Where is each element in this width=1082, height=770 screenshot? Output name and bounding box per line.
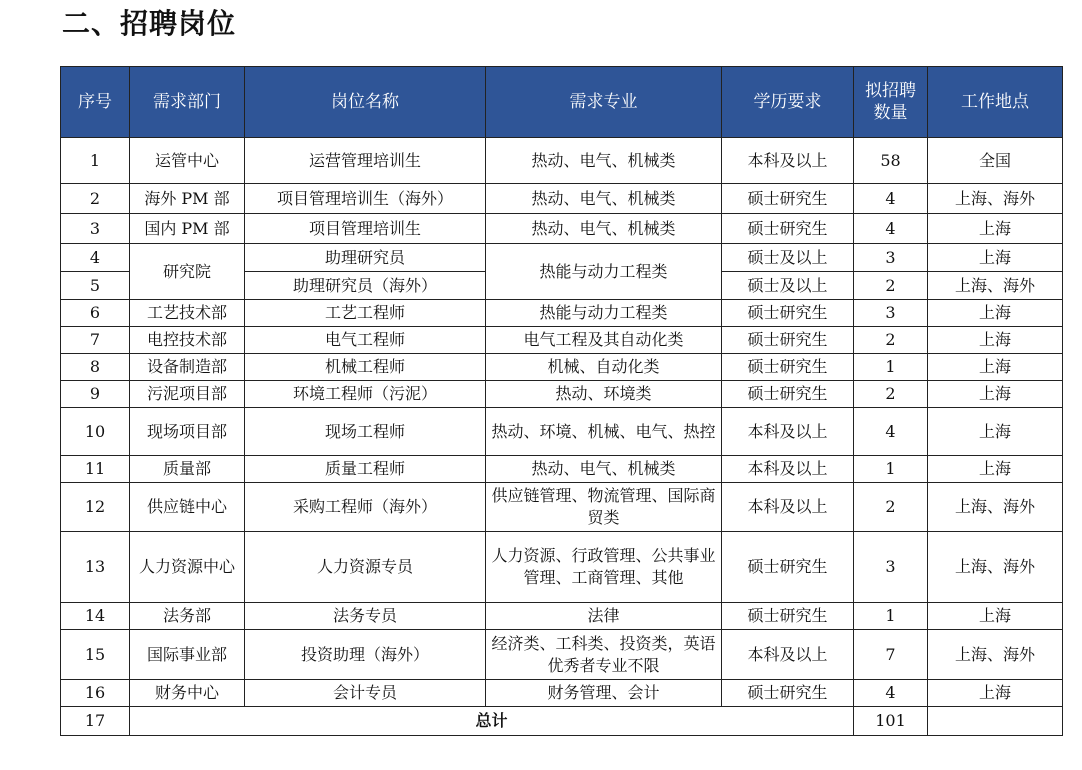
cell-education: 硕士研究生	[722, 603, 854, 630]
table-row	[61, 138, 1063, 184]
header-education: 学历要求	[722, 67, 854, 138]
cell-position: 助理研究员	[245, 244, 486, 272]
table-row	[61, 381, 1063, 408]
cell-quota: 1	[854, 354, 928, 381]
cell-quota: 3	[854, 532, 928, 603]
cell-position: 项目管理培训生	[245, 214, 486, 244]
table-row	[61, 244, 1063, 272]
cell-major: 热动、电气、机械类	[486, 138, 722, 184]
table-row	[61, 483, 1063, 532]
cell-education: 硕士研究生	[722, 532, 854, 603]
cell-dept: 工艺技术部	[130, 300, 245, 327]
cell-position: 现场工程师	[245, 408, 486, 456]
cell-education: 硕士研究生	[722, 214, 854, 244]
cell-no: 7	[61, 327, 130, 354]
cell-dept: 设备制造部	[130, 354, 245, 381]
cell-quota: 7	[854, 630, 928, 680]
cell-location: 上海、海外	[928, 630, 1063, 680]
cell-major: 财务管理、会计	[486, 680, 722, 707]
cell-no: 11	[61, 456, 130, 483]
cell-major: 电气工程及其自动化类	[486, 327, 722, 354]
cell-dept: 国际事业部	[130, 630, 245, 680]
header-location: 工作地点	[928, 67, 1063, 138]
cell-education: 本科及以上	[722, 456, 854, 483]
cell-no: 17	[61, 707, 130, 736]
cell-position: 项目管理培训生（海外）	[245, 184, 486, 214]
cell-major: 法律	[486, 603, 722, 630]
cell-education: 硕士及以上	[722, 272, 854, 300]
table-row	[61, 214, 1063, 244]
table-row	[61, 456, 1063, 483]
cell-dept: 国内 PM 部	[130, 214, 245, 244]
cell-education: 本科及以上	[722, 483, 854, 532]
cell-position: 环境工程师（污泥）	[245, 381, 486, 408]
cell-no: 13	[61, 532, 130, 603]
cell-no: 3	[61, 214, 130, 244]
header-dept: 需求部门	[130, 67, 245, 138]
header-major: 需求专业	[486, 67, 722, 138]
cell-location: 上海、海外	[928, 532, 1063, 603]
cell-dept: 财务中心	[130, 680, 245, 707]
cell-quota: 1	[854, 603, 928, 630]
cell-education: 硕士研究生	[722, 680, 854, 707]
cell-major: 热动、电气、机械类	[486, 214, 722, 244]
cell-quota: 3	[854, 244, 928, 272]
cell-quota: 1	[854, 456, 928, 483]
cell-no: 15	[61, 630, 130, 680]
header-no: 序号	[61, 67, 130, 138]
cell-position: 投资助理（海外）	[245, 630, 486, 680]
cell-dept: 人力资源中心	[130, 532, 245, 603]
cell-education: 硕士及以上	[722, 244, 854, 272]
table-body	[61, 138, 1063, 736]
cell-education: 硕士研究生	[722, 327, 854, 354]
cell-dept: 质量部	[130, 456, 245, 483]
cell-quota: 2	[854, 381, 928, 408]
cell-major: 经济类、工科类、投资类，英语优秀者专业不限	[486, 630, 722, 680]
cell-no: 16	[61, 680, 130, 707]
cell-dept: 电控技术部	[130, 327, 245, 354]
cell-dept: 运管中心	[130, 138, 245, 184]
cell-position: 运营管理培训生	[245, 138, 486, 184]
table-row	[61, 532, 1063, 603]
cell-location: 上海	[928, 214, 1063, 244]
cell-location: 上海	[928, 327, 1063, 354]
cell-position: 质量工程师	[245, 456, 486, 483]
header-position: 岗位名称	[245, 67, 486, 138]
cell-position: 机械工程师	[245, 354, 486, 381]
cell-dept: 海外 PM 部	[130, 184, 245, 214]
cell-major: 热能与动力工程类	[486, 244, 722, 300]
cell-location: 上海、海外	[928, 272, 1063, 300]
cell-major: 热能与动力工程类	[486, 300, 722, 327]
cell-education: 本科及以上	[722, 408, 854, 456]
table-row	[61, 680, 1063, 707]
cell-dept: 供应链中心	[130, 483, 245, 532]
total-label: 总计	[130, 707, 854, 736]
table-row	[61, 300, 1063, 327]
cell-dept: 法务部	[130, 603, 245, 630]
cell-education: 本科及以上	[722, 630, 854, 680]
cell-no: 5	[61, 272, 130, 300]
cell-location: 上海	[928, 300, 1063, 327]
cell-location: 上海	[928, 456, 1063, 483]
cell-location: 全国	[928, 138, 1063, 184]
cell-location: 上海	[928, 680, 1063, 707]
table-row	[61, 184, 1063, 214]
cell-quota: 4	[854, 214, 928, 244]
cell-major: 供应链管理、物流管理、国际商贸类	[486, 483, 722, 532]
cell-no: 4	[61, 244, 130, 272]
cell-dept: 污泥项目部	[130, 381, 245, 408]
cell-position: 助理研究员（海外）	[245, 272, 486, 300]
cell-position: 采购工程师（海外）	[245, 483, 486, 532]
cell-education: 硕士研究生	[722, 184, 854, 214]
table-header-row	[61, 67, 1063, 138]
cell-location: 上海	[928, 408, 1063, 456]
cell-position: 电气工程师	[245, 327, 486, 354]
table-row	[61, 630, 1063, 680]
cell-position: 法务专员	[245, 603, 486, 630]
table-row	[61, 327, 1063, 354]
cell-major: 热动、电气、机械类	[486, 184, 722, 214]
cell-major: 机械、自动化类	[486, 354, 722, 381]
total-quota: 101	[854, 707, 928, 736]
table-row	[61, 603, 1063, 630]
cell-quota: 2	[854, 483, 928, 532]
cell-education: 本科及以上	[722, 138, 854, 184]
cell-no: 14	[61, 603, 130, 630]
cell-education: 硕士研究生	[722, 300, 854, 327]
table-row	[61, 354, 1063, 381]
cell-location: 上海、海外	[928, 483, 1063, 532]
cell-dept: 研究院	[130, 244, 245, 300]
cell-quota: 2	[854, 272, 928, 300]
header-quota: 拟招聘数量	[854, 67, 928, 138]
cell-no: 9	[61, 381, 130, 408]
cell-position: 工艺工程师	[245, 300, 486, 327]
cell-position: 人力资源专员	[245, 532, 486, 603]
cell-no: 12	[61, 483, 130, 532]
cell-no: 2	[61, 184, 130, 214]
cell-education: 硕士研究生	[722, 354, 854, 381]
cell-location: 上海	[928, 354, 1063, 381]
cell-major: 热动、环境类	[486, 381, 722, 408]
cell-dept: 现场项目部	[130, 408, 245, 456]
cell-quota: 3	[854, 300, 928, 327]
cell-quota: 58	[854, 138, 928, 184]
cell-quota: 4	[854, 680, 928, 707]
cell-major: 人力资源、行政管理、公共事业管理、工商管理、其他	[486, 532, 722, 603]
table-row-total	[61, 707, 1063, 736]
cell-no: 6	[61, 300, 130, 327]
cell-location	[928, 707, 1063, 736]
cell-location: 上海	[928, 244, 1063, 272]
section-title: 二、招聘岗位	[62, 7, 237, 40]
cell-no: 10	[61, 408, 130, 456]
cell-major: 热动、环境、机械、电气、热控	[486, 408, 722, 456]
cell-education: 硕士研究生	[722, 381, 854, 408]
cell-no: 1	[61, 138, 130, 184]
cell-location: 上海	[928, 603, 1063, 630]
cell-position: 会计专员	[245, 680, 486, 707]
cell-quota: 4	[854, 184, 928, 214]
cell-location: 上海、海外	[928, 184, 1063, 214]
cell-location: 上海	[928, 381, 1063, 408]
cell-quota: 4	[854, 408, 928, 456]
cell-no: 8	[61, 354, 130, 381]
recruitment-table	[60, 66, 1063, 736]
cell-major: 热动、电气、机械类	[486, 456, 722, 483]
cell-quota: 2	[854, 327, 928, 354]
table-row	[61, 408, 1063, 456]
